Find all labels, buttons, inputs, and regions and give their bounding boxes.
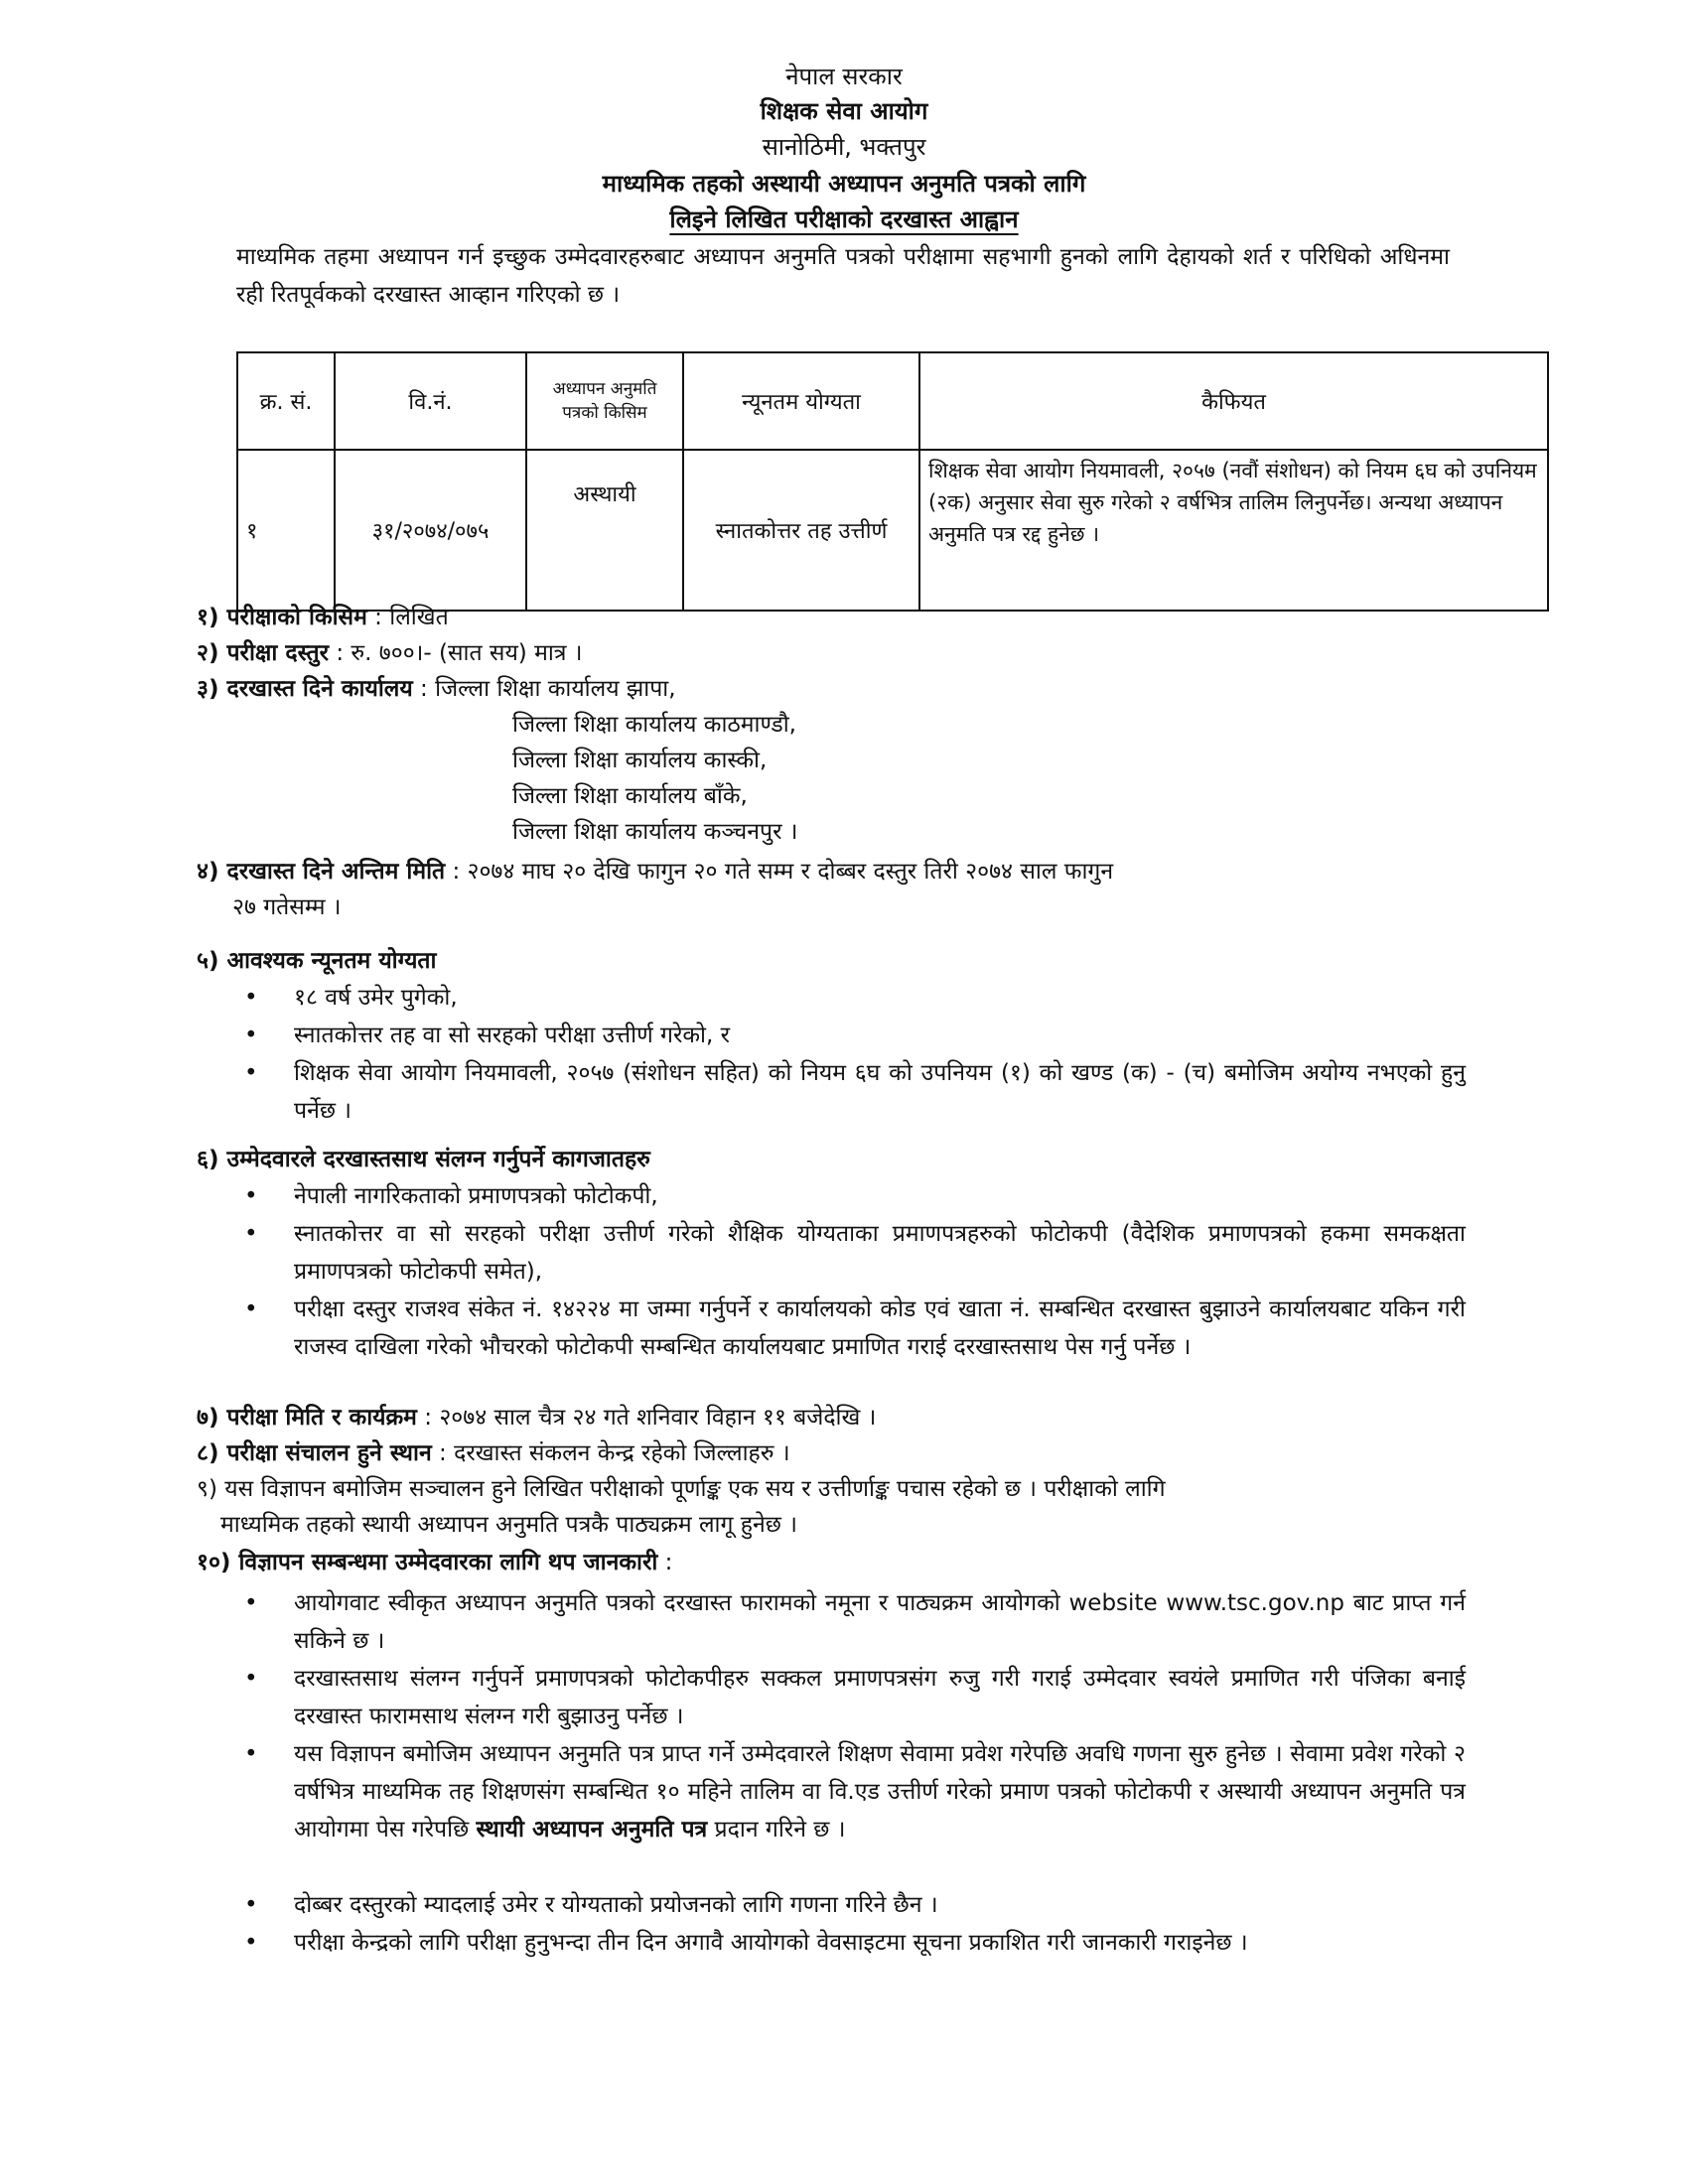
commission-name: शिक्षक सेवा आयोग [760, 97, 928, 125]
list-item-text: नेपाली नागरिकताको प्रमाणपत्रको फोटोकपी, [294, 1183, 658, 1209]
section-additional-info [197, 1545, 672, 1580]
office-item: जिल्ला शिक्षा कार्यालय कञ्चनपुर । [512, 819, 798, 845]
separator: : [657, 1550, 673, 1575]
intro-paragraph: माध्यमिक तहमा अध्यापन गर्न इच्छुक उम्मेदवारहरुबाट अध्यापन अनुमति पत्रको परीक्षामा सहभागी हुनको लागि देहायको शर्त र परिधिको अधिनमा रही रितपूर्वकको दरखास्त आव्हान गरिएको छ । [236, 244, 1450, 308]
section-exam-date-label: ७) परीक्षा मिति र कार्यक्रम [197, 1405, 417, 1431]
section-marks-cont: माध्यमिक तहको स्थायी अध्यापन अनुमति पत्रकै पाठ्यक्रम लागू हुनेछ । [220, 1512, 797, 1538]
notice-subtitle-text: लिइने लिखित परीक्षाको दरखास्त आह्वान [669, 205, 1019, 233]
section-exam-date-value: २०७४ साल चैत्र २४ गते शनिवार विहान ११ बजेदेखि । [439, 1405, 877, 1431]
office-location: सानोठिमी, भक्तपुर [762, 133, 926, 161]
section-exam-venue [197, 1435, 790, 1471]
list-item-text: परीक्षा दस्तुर राजश्व संकेत नं. १४२२४ मा जम्मा गर्नुपर्ने र कार्यालयको कोड एवं खाता नं. सम्बन्धित दरखास्त बुझाउने कार्यालयबाट यकिन गरी राजस्व दाखिला गरेको भौचरको फोटोकपी सम्बन्धित कार्यालयबाट प्रमाणित गराई दरखास्तसाथ पेस गर्नु पर्नेछ । [294, 1297, 1466, 1360]
section-exam-type-label: १) परीक्षाको किसिम [197, 605, 367, 630]
separator: : [416, 1405, 440, 1431]
section-exam-venue-value: दरखास्त संकलन केन्द्र रहेको जिल्लाहरु । [454, 1440, 790, 1466]
item-text-tail: प्रदान गरिने छ । [707, 1817, 846, 1843]
bullet-icon: • [244, 985, 258, 1011]
section-exam-fee-value: रु. ७००।- (सात सय) मात्र । [351, 640, 583, 666]
header-sn: क्र. सं. [237, 352, 335, 450]
section-exam-type [197, 600, 449, 635]
list-item-text: १८ वर्ष उमेर पुगेको, [294, 985, 458, 1011]
section-deadline-label: ४) दरखास्त दिने अन्तिम मिति [197, 859, 446, 885]
bullet-icon: • [244, 1060, 258, 1086]
office-item: जिल्ला शिक्षा कार्यालय काठमाण्डौ, [512, 712, 796, 738]
office-item: जिल्ला शिक्षा कार्यालय झापा, [435, 676, 676, 702]
section-exam-fee [197, 635, 583, 671]
separator: : [445, 859, 468, 885]
list-item-text: स्नातकोत्तर वा सो सरहको परीक्षा उत्तीर्ण गरेको शैक्षिक योग्यताका प्रमाणपत्रहरुको फोटोकपी (वैदेशिक प्रमाणपत्रको हकमा समकक्षता प्रमाणपत्रको फोटोकपी समेत), [294, 1221, 1466, 1285]
separator: : [412, 676, 436, 702]
list-item-text: आयोगवाट स्वीकृत अध्यापन अनुमति पत्रको दरखास्त फारामको नमूना र पाठ्यक्रम आयोगको website www.tsc.gov.np बाट प्राप्त गर्न सकिने छ । [294, 1590, 1466, 1654]
office-item: जिल्ला शिक्षा कार्यालय कास्की, [512, 748, 768, 773]
header-ad-no: वि.नं. [335, 352, 526, 450]
office-item: जिल्ला शिक्षा कार्यालय बाँके, [512, 783, 748, 809]
cell-min-qualification: स्नातकोत्तर तह उत्तीर्ण [683, 450, 919, 611]
table-header-row [237, 352, 1548, 450]
bullet-icon: • [244, 1930, 258, 1956]
section-required-documents: ६) उम्मेदवारले दरखास्तसाथ संलग्न गर्नुपर्ने कागजातहरु [197, 1147, 650, 1172]
section-exam-venue-label: ८) परीक्षा संचालन हुने स्थान [197, 1440, 432, 1466]
section-deadline [197, 854, 1113, 889]
section-min-qualification: ५) आवश्यक न्यूनतम योग्यता [197, 948, 437, 974]
bullet-icon: • [244, 1297, 258, 1322]
list-item-text: शिक्षक सेवा आयोग नियमावली, २०५७ (संशोधन सहित) को नियम ६घ को उपनियम (१) को खण्ड (क) - (च) बमोजिम अयोग्य नभएको हुनु पर्नेछ । [294, 1060, 1466, 1124]
section-deadline-value-cont: २७ गतेसम्म । [232, 894, 342, 920]
header-min-qualification: न्यूनतम योग्यता [683, 352, 919, 450]
bullet-icon: • [244, 1666, 258, 1692]
section-deadline-value: २०७४ माघ २० देखि फागुन २० गते सम्म र दोब्बर दस्तुर तिरी २०७४ साल फागुन [467, 859, 1114, 885]
list-item-text: परीक्षा केन्द्रको लागि परीक्षा हुनुभन्दा तीन दिन अगावै आयोगको वेवसाइटमा सूचना प्रकाशित गरी जानकारी गराइनेछ । [294, 1930, 1248, 1956]
cell-license-type: अस्थायी [526, 450, 683, 611]
list-item-text: दोब्बर दस्तुरको म्यादलाई उमेर र योग्यताको प्रयोजनको लागि गणना गरिने छैन । [294, 1892, 938, 1918]
list-item-text: स्नातकोत्तर तह वा सो सरहको परीक्षा उत्तीर्ण गरेको, र [294, 1023, 731, 1048]
vacancy-table [236, 351, 1549, 612]
section-additional-info-label: १०) विज्ञापन सम्बन्धमा उम्मेदवारका लागि थप जानकारी [197, 1550, 658, 1575]
bullet-icon: • [244, 1741, 258, 1767]
cell-ad-no: ३१/२०७४/०७५ [335, 450, 526, 611]
bullet-icon: • [244, 1221, 258, 1247]
section-exam-type-value: लिखित [389, 605, 449, 630]
list-item-text: दरखास्तसाथ संलग्न गर्नुपर्ने प्रमाणपत्रको फोटोकपीहरु सक्कल प्रमाणपत्रसंग रुजु गरी गराई उम्मेदवार स्वयंले प्रमाणित गरी पंजिका बनाई दरखास्त फारामसाथ संलग्न गरी बुझाउनु पर्नेछ । [294, 1666, 1466, 1729]
section-exam-fee-label: २) परीक्षा दस्तुर [197, 640, 330, 666]
section-marks: ९) यस विज्ञापन बमोजिम सञ्चालन हुने लिखित परीक्षाको पूर्णाङ्क एक सय र उत्तीर्णाङ्क पचास रहेको छ । परीक्षाको लागि [197, 1476, 1166, 1502]
header-remarks: कैफियत [919, 352, 1548, 450]
section-application-office [197, 671, 676, 707]
permanent-license-emphasis: स्थायी अध्यापन अनुमति पत्र [476, 1817, 708, 1843]
item-text: यस विज्ञापन बमोजिम अध्यापन अनुमति पत्र प्राप्त गर्ने उम्मेदवारले शिक्षण सेवामा प्रवेश गरेपछि अवधि गणना सुरु हुनेछ । सेवामा प्रवेश गरेको २ वर्षभित्र माध्यमिक तह शिक्षणसंग सम्बन्धित १० महिने तालिम वा वि.एड उत्तीर्ण गरेको प्रमाण पत्रको फोटोकपी र अस्थायी अध्यापन अनुमति पत्र आयोगमा पेस गरेपछि [294, 1741, 1466, 1843]
notice-title: माध्यमिक तहको अस्थायी अध्यापन अनुमति पत्रको लागि [602, 170, 1086, 198]
bullet-icon: • [244, 1023, 258, 1048]
header-license-type: अध्यापन अनुमति पत्रको किसिम [526, 352, 683, 450]
separator: : [329, 640, 352, 666]
bullet-icon: • [244, 1892, 258, 1918]
table-row [237, 450, 1548, 611]
cell-remarks: शिक्षक सेवा आयोग नियमावली, २०५७ (नवौं संशोधन) को नियम ६घ को उपनियम (२क) अनुसार सेवा सुरु गरेको २ वर्षभित्र तालिम लिनुपर्नेछ। अन्यथा अध्यापन अनुमति पत्र रद्द हुनेछ । [919, 450, 1548, 611]
separator: : [431, 1440, 455, 1466]
bullet-icon: • [244, 1590, 258, 1616]
section-exam-date [197, 1400, 876, 1435]
government-name: नेपाल सरकार [785, 63, 903, 90]
notice-subtitle [0, 205, 1688, 234]
bullet-icon: • [244, 1183, 258, 1209]
cell-sn: १ [237, 450, 335, 611]
section-application-office-label: ३) दरखास्त दिने कार्यालय [197, 676, 413, 702]
list-item-text [294, 1735, 1466, 1848]
separator: : [366, 605, 390, 630]
